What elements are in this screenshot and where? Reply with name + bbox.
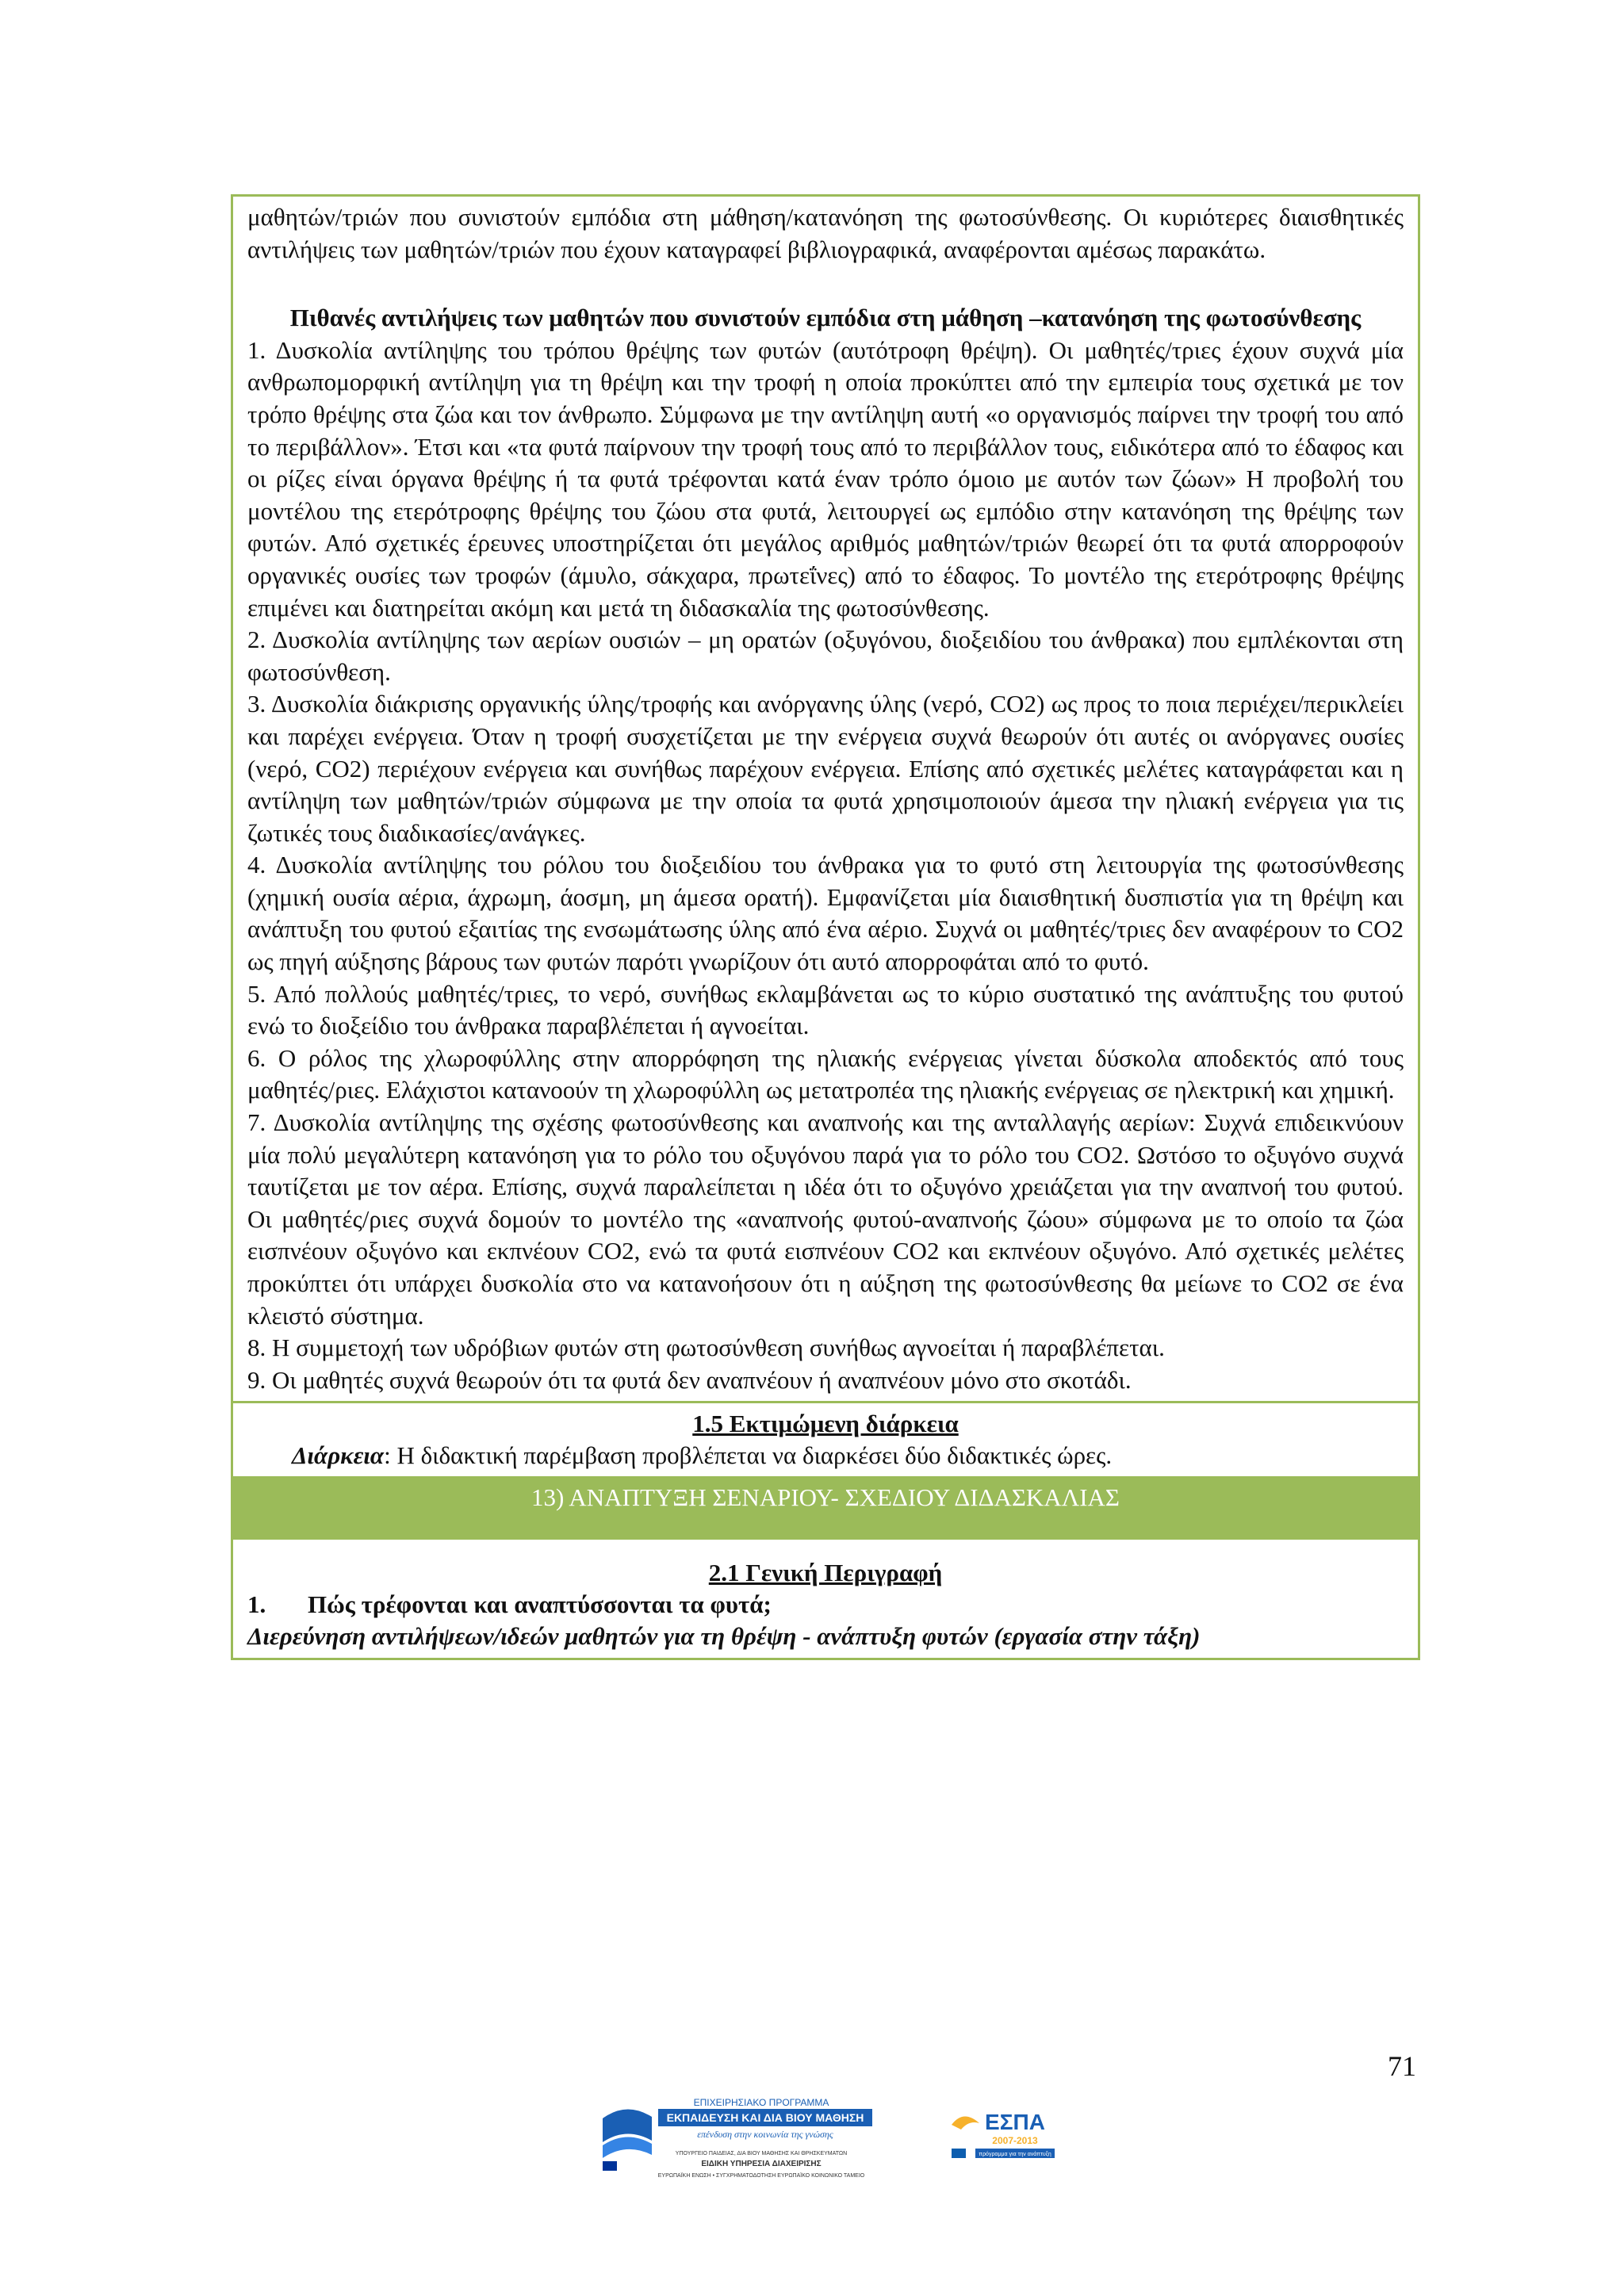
- eu-text: ΕΥΡΩΠΑΪΚΗ ΕΝΩΣΗ • ΣΥΓΧΡΗΜΑΤΟΔΟΤΗΣΗ ΕΥΡΩΠΑΪΚΟ ΚΟΙΝΩΝΙΚΟ ΤΑΜΕΙΟ: [657, 2173, 865, 2179]
- list-item: 2. Δυσκολία αντίληψης των αερίων ουσιών – μη ορατών (οξυγόνου, διοξειδίου του άνθρακα) που εμπλέκονται στη φωτοσύνθεση.: [247, 626, 1404, 686]
- duration-section: [233, 1403, 1418, 1479]
- duration-line: [292, 1440, 1404, 1471]
- general-subtitle: Διερεύνηση αντιλήψεων/ιδεών μαθητών για τη θρέψη - ανάπτυξη φυτών (εργασία στην τάξη): [247, 1622, 1201, 1651]
- list-item: 4. Δυσκολία αντίληψης του ρόλου του διοξειδίου του άνθρακα για το φυτό στη λειτουργία της φωτοσύνθεσης (χημική ουσία αέρια, άχρωμη, άοσμη, μη άμεσα ορατή). Εμφανίζεται μία διαισθητική δυσπιστία για τη θρέψη και ανάπτυξη του φυτού εξαιτίας της ενσωμάτωσης ύλης από ένα αέριο. Συχνά οι μαθητές/τριες δεν αναφέρουν το CO2 ως πηγή αύξησης βάρους των φυτών παρότι γνωρίζουν ότι αυτό απορροφάται από το φυτό.: [247, 851, 1404, 976]
- list-item: 7. Δυσκολία αντίληψης της σχέσης φωτοσύνθεσης και αναπνοής και της ανταλλαγής αερίων: Συχνά επιδεικνύουν μία πολύ μεγαλύτερη κατανόηση για το ρόλο του οξυγόνου παρά για το ρόλο του CO2. Ωστόσο το οξυγόνο συχνά ταυτίζεται με τον αέρα. Επίσης, συχνά παραλείπεται η ιδέα ότι το οξυγόνο χρειάζεται για την αναπνοή του φυτού. Οι μαθητές/ριες συχνά δομούν το μοντέλο της «αναπνοής φυτού-αναπνοής ζώου» σύμφωνα με το οποίο τα ζώα εισπνέουν οξυγόνο και εκπνέουν CO2, ενώ τα φυτά εισπνέουν CO2 και εκπνέουν οξυγόνο. Από σχετικές μελέτες προκύπτει ότι υπάρχει δυσκολία στο να κατανοήσουν ότι η αύξηση της φωτοσύνθεσης θα μείωνε το CO2 σε ένα κλειστό σύστημα.: [247, 1108, 1404, 1330]
- content-frame: [231, 194, 1420, 1660]
- footer-logos: [603, 2093, 1078, 2188]
- espa-text: ΕΣΠΑ: [985, 2110, 1045, 2134]
- general-item-text: Πώς τρέφονται και αναπτύσσονται τα φυτά;: [308, 1590, 772, 1619]
- list-item: 9. Οι μαθητές συχνά θεωρούν ότι τα φυτά δεν αναπνέουν ή αναπνέουν μόνο στο σκοτάδι.: [247, 1365, 1132, 1394]
- general-title: 2.1 Γενική Περιγραφή: [708, 1559, 943, 1587]
- espa-years: 2007-2013: [992, 2135, 1038, 2146]
- espa-slogan: πρόγραμμα για την ανάπτυξη: [979, 2152, 1051, 2157]
- authority-text: ΕΙΔΙΚΗ ΥΠΗΡΕΣΙΑ ΔΙΑΧΕΙΡΙΣΗΣ: [701, 2160, 822, 2168]
- list-item: 1. Δυσκολία αντίληψης του τρόπου θρέψης των φυτών (αυτότροφη θρέψη). Οι μαθητές/τριες έχουν συχνά μία ανθρωπομορφική αντίληψη για τη θρέψη και την τροφή η οποία προκύπτει από την εμπειρία τους σχετικά με τον τρόπο θρέψης στα ζώα και τον άνθρωπο. Σύμφωνα με την αντίληψη αυτή «ο οργανισμός παίρνει την τροφή του από το περιβάλλον». Έτσι και «τα φυτά παίρνουν την τροφή τους από το περιβάλλον τους, ειδικότερα από το έδαφος και οι ρίζες είναι όργανα θρέψης ή τα φυτά τρέφονται κατά έναν τρόπο όμοιο με αυτόν των ζώων» Η προβολή του μοντέλου της ετερότροφης θρέψης του ζώου στα φυτά, λειτουργεί ως εμπόδιο στην κατανόηση της θρέψης των φυτών. Από σχετικές έρευνες υποστηρίζεται ότι μεγάλος αριθμός μαθητών/τριών θεωρεί ότι τα φυτά απορροφούν οργανικές ουσίες των τροφών (άμυλο, σάκχαρα, πρωτεΐνες) από το έδαφος. Το μοντέλο της ετερότροφης θρέψης επιμένει και διατηρείται ακόμη και μετά τη διδασκαλία της φωτοσύνθεσης.: [247, 335, 1404, 622]
- list-item: 5. Από πολλούς μαθητές/τριες, το νερό, συνήθως εκλαμβάνεται ως το κύριο συστατικό της ανάπτυξης του φυτού ενώ το διοξείδιο του άνθρακα παραβλέπεται ή αγνοείται.: [247, 979, 1404, 1040]
- general-section: [233, 1540, 1418, 1658]
- intro-paragraph: μαθητών/τριών που συνιστούν εμπόδια στη μάθηση/κατανόηση της φωτοσύνθεσης. Οι κυριότερες διαισθητικές αντιλήψεις των μαθητών/τριών που έχουν καταγραφεί βιβλιογραφικά, αναφέρονται αμέσως παρακάτω.: [247, 203, 1404, 263]
- duration-text: : Η διδακτική παρέμβαση προβλέπεται να διαρκέσει δύο διδακτικές ώρες.: [384, 1441, 1113, 1470]
- duration-title: 1.5 Εκτιμώμενη διάρκεια: [692, 1410, 959, 1438]
- list-item: 8. Η συμμετοχή των υδρόβιων φυτών στη φωτοσύνθεση συνήθως αγνοείται ή παραβλέπεται.: [247, 1334, 1165, 1362]
- ministry-text: ΥΠΟΥΡΓΕΙΟ ΠΑΙΔΕΙΑΣ, ΔΙΑ ΒΙΟΥ ΜΑΘΗΣΗΣ ΚΑΙ ΘΡΗΣΚΕΥΜΑΤΩΝ: [675, 2151, 848, 2156]
- page-number: 71: [1388, 2050, 1416, 2082]
- misconceptions-section: [233, 197, 1418, 1403]
- program-line1: ΕΠΙΧΕΙΡΗΣΙΑΚΟ ΠΡΟΓΡΑΜΜΑ: [693, 2097, 829, 2108]
- program-slogan: επένδυση στην κοινωνία της γνώσης: [697, 2129, 833, 2140]
- misconceptions-heading: Πιθανές αντιλήψεις των μαθητών που συνιστούν εμπόδια στη μάθηση –κατανόηση της φωτοσύνθεσης: [289, 304, 1362, 332]
- general-item-number: 1.: [247, 1590, 266, 1619]
- section-bar: 13) ΑΝΑΠΤΥΞΗ ΣΕΝΑΡΙΟΥ- ΣΧΕΔΙΟΥ ΔΙΔΑΣΚΑΛΙΑΣ: [233, 1479, 1418, 1540]
- program-logo: [603, 2097, 872, 2179]
- program-line2: ΕΚΠΑΙΔΕΥΣΗ ΚΑΙ ΔΙΑ ΒΙΟΥ ΜΑΘΗΣΗ: [666, 2111, 864, 2124]
- espa-logo: [952, 2110, 1055, 2158]
- general-item: [247, 1589, 1404, 1621]
- duration-label: Διάρκεια: [292, 1441, 385, 1470]
- list-item: 6. Ο ρόλος της χλωροφύλλης στην απορρόφηση της ηλιακής ενέργειας γίνεται δύσκολα αποδεκτός από τους μαθητές/ριες. Ελάχιστοι κατανοούν τη χλωροφύλλη ως μετατροπέα της ηλιακής ενέργειας σε ηλεκτρική και χημική.: [247, 1043, 1404, 1104]
- list-item: 3. Δυσκολία διάκρισης οργανικής ύλης/τροφής και ανόργανης ύλης (νερό, CO2) ως προς το ποια περιέχει/περικλείει και παρέχει ενέργεια. Όταν η τροφή συσχετίζεται με την ενέργεια συχνά θεωρούν ότι αυτές οι ανόργανες ουσίες (νερό, CO2) περιέχουν ενέργεια και συνήθως παρέχουν ενέργεια. Επίσης από σχετικές μελέτες καταγράφεται και η αντίληψη των μαθητών/τριών σύμφωνα με την οποία τα φυτά χρησιμοποιούν άμεσα την ηλιακή ενέργεια για τις ζωτικές τους διαδικασίες/ανάγκες.: [247, 690, 1404, 847]
